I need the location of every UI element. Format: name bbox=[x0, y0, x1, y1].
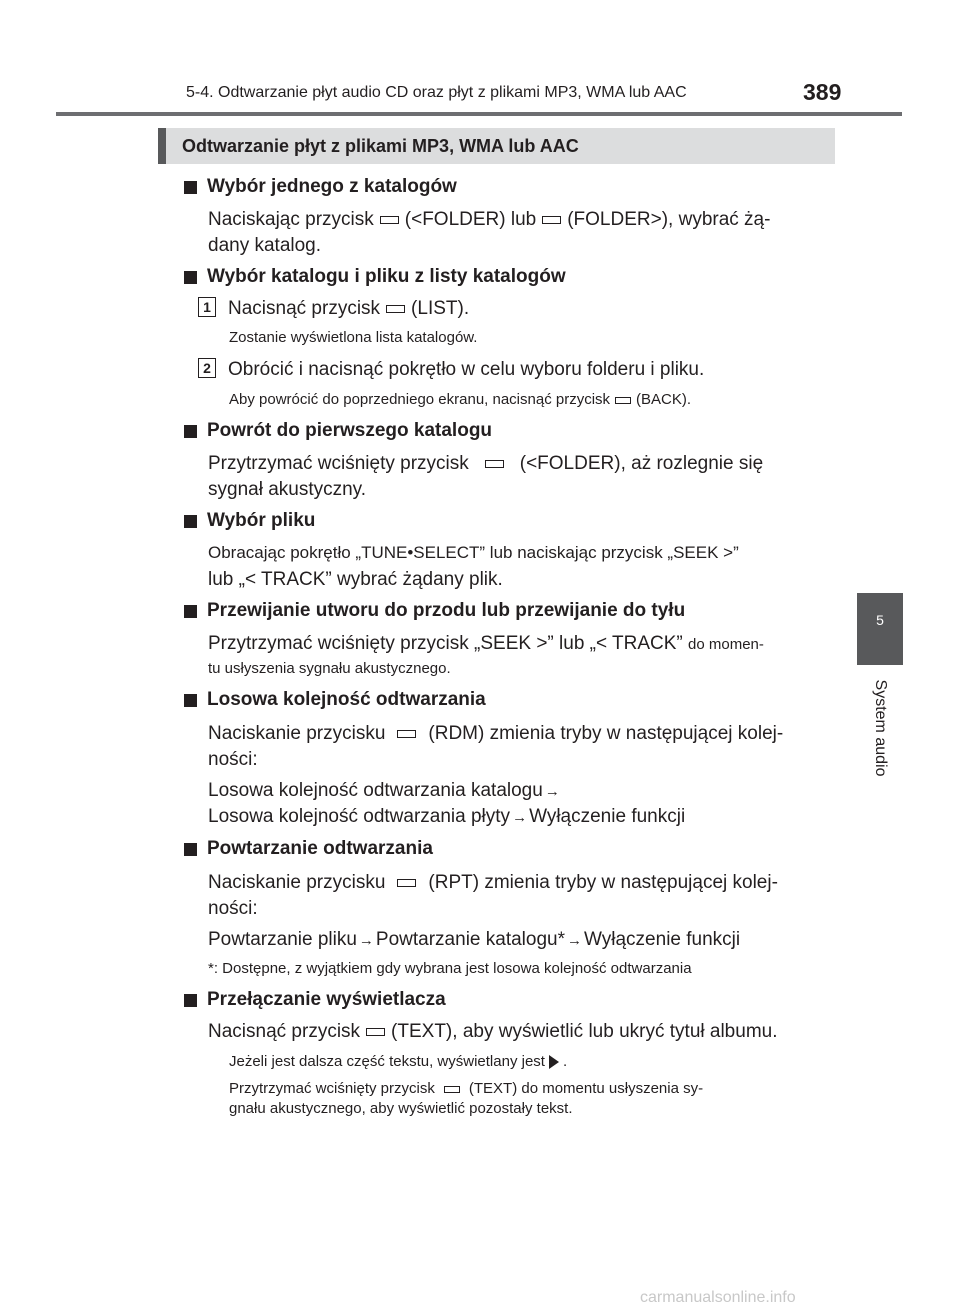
paragraph: lub „< TRACK” wybrać żądany plik. bbox=[208, 569, 503, 590]
step-text: Nacisnąć przycisk (LIST). bbox=[228, 298, 470, 319]
button-icon bbox=[366, 1028, 385, 1036]
heading-folder-select: Wybór jednego z katalogów bbox=[207, 176, 457, 197]
button-icon bbox=[397, 730, 416, 738]
bullet-icon bbox=[184, 271, 197, 284]
paragraph: Losowa kolejność odtwarzania płyty → Wyłączenie funkcji bbox=[208, 806, 686, 827]
heading-display: Przełączanie wyświetlacza bbox=[207, 989, 446, 1010]
heading-first-folder: Powrót do pierwszego katalogu bbox=[207, 420, 493, 441]
paragraph: Obracając pokrętło „TUNE•SELECT” lub naciskając przycisk „SEEK >” bbox=[208, 543, 739, 562]
header-divider bbox=[56, 112, 902, 116]
note: Jeżeli jest dalsza część tekstu, wyświetlany jest . bbox=[229, 1053, 568, 1070]
paragraph: ności: bbox=[208, 898, 258, 919]
section-title: Odtwarzanie płyt z plikami MP3, WMA lub AAC bbox=[182, 136, 579, 156]
paragraph: dany katalog. bbox=[208, 235, 322, 256]
footnote: *: Dostępne, z wyjątkiem gdy wybrana jest losowa kolejność odtwarzania bbox=[208, 960, 692, 977]
paragraph: Nacisnąć przycisk (TEXT), aby wyświetlić lub ukryć tytuł albumu. bbox=[208, 1021, 778, 1042]
button-icon bbox=[380, 216, 399, 224]
step-text: Obrócić i nacisnąć pokrętło w celu wyboru folderu i pliku. bbox=[228, 359, 705, 380]
arrow-icon: → bbox=[544, 783, 560, 800]
bullet-icon bbox=[184, 181, 197, 194]
button-icon bbox=[542, 216, 561, 224]
bullet-icon bbox=[184, 994, 197, 1007]
bullet-icon bbox=[184, 843, 197, 856]
paragraph: Naciskanie przycisku (RDM) zmienia tryby w następującej kolej- bbox=[208, 723, 784, 744]
paragraph: Przytrzymać wciśnięty przycisk (<FOLDER), aż rozlegnie się bbox=[208, 453, 764, 474]
arrow-icon: → bbox=[512, 809, 528, 826]
button-icon bbox=[444, 1086, 460, 1093]
button-icon bbox=[485, 460, 504, 468]
paragraph: tu usłyszenia sygnału akustycznego. bbox=[208, 660, 451, 677]
paragraph: ności: bbox=[208, 749, 258, 770]
bullet-icon bbox=[184, 425, 197, 438]
button-icon bbox=[386, 305, 405, 313]
section-title-bar bbox=[158, 128, 835, 164]
paragraph: Naciskając przycisk (<FOLDER) lub (FOLDER>), wybrać żą- bbox=[208, 209, 771, 230]
page-number: 389 bbox=[803, 79, 842, 105]
heading-seek: Przewijanie utworu do przodu lub przewijanie do tyłu bbox=[207, 600, 686, 621]
arrow-icon: → bbox=[358, 932, 374, 949]
note: Przytrzymać wciśnięty przycisk (TEXT) do momentu usłyszenia sy- bbox=[229, 1080, 704, 1097]
bullet-icon bbox=[184, 605, 197, 618]
arrow-icon: → bbox=[567, 932, 582, 949]
step-number-box: 1 bbox=[198, 297, 216, 317]
heading-file-select: Wybór pliku bbox=[207, 510, 316, 531]
header-section-ref: 5-4. Odtwarzanie płyt audio CD oraz płyt z plikami MP3, WMA lub AAC bbox=[186, 84, 687, 101]
bullet-icon bbox=[184, 694, 197, 707]
paragraph: Naciskanie przycisku (RPT) zmienia tryby w następującej kolej- bbox=[208, 872, 778, 893]
step-number-box: 2 bbox=[198, 358, 216, 378]
play-triangle-icon bbox=[549, 1055, 559, 1069]
button-icon bbox=[615, 397, 631, 404]
paragraph: Przytrzymać wciśnięty przycisk „SEEK >” lub „< TRACK” do momen- bbox=[208, 633, 764, 654]
chapter-tab bbox=[857, 593, 903, 665]
note: gnału akustycznego, aby wyświetlić pozostały tekst. bbox=[229, 1100, 573, 1117]
paragraph: sygnał akustyczny. bbox=[208, 479, 367, 500]
step-note: Zostanie wyświetlona lista katalogów. bbox=[229, 329, 478, 346]
chapter-number: 5 bbox=[876, 612, 884, 628]
button-icon bbox=[397, 879, 416, 887]
paragraph: Powtarzanie pliku → Powtarzanie katalogu* → Wyłączenie funkcji bbox=[208, 929, 741, 950]
bullet-icon bbox=[184, 515, 197, 528]
heading-folder-list: Wybór katalogu i pliku z listy katalogów bbox=[207, 266, 566, 287]
heading-repeat: Powtarzanie odtwarzania bbox=[207, 838, 433, 859]
step-note: Aby powrócić do poprzedniego ekranu, nacisnąć przycisk (BACK). bbox=[229, 391, 692, 408]
paragraph: Losowa kolejność odtwarzania katalogu → bbox=[208, 780, 560, 801]
chapter-label: System audio bbox=[872, 679, 889, 777]
watermark: carmanualsonline.info bbox=[640, 1289, 796, 1306]
heading-random: Losowa kolejność odtwarzania bbox=[207, 689, 486, 710]
